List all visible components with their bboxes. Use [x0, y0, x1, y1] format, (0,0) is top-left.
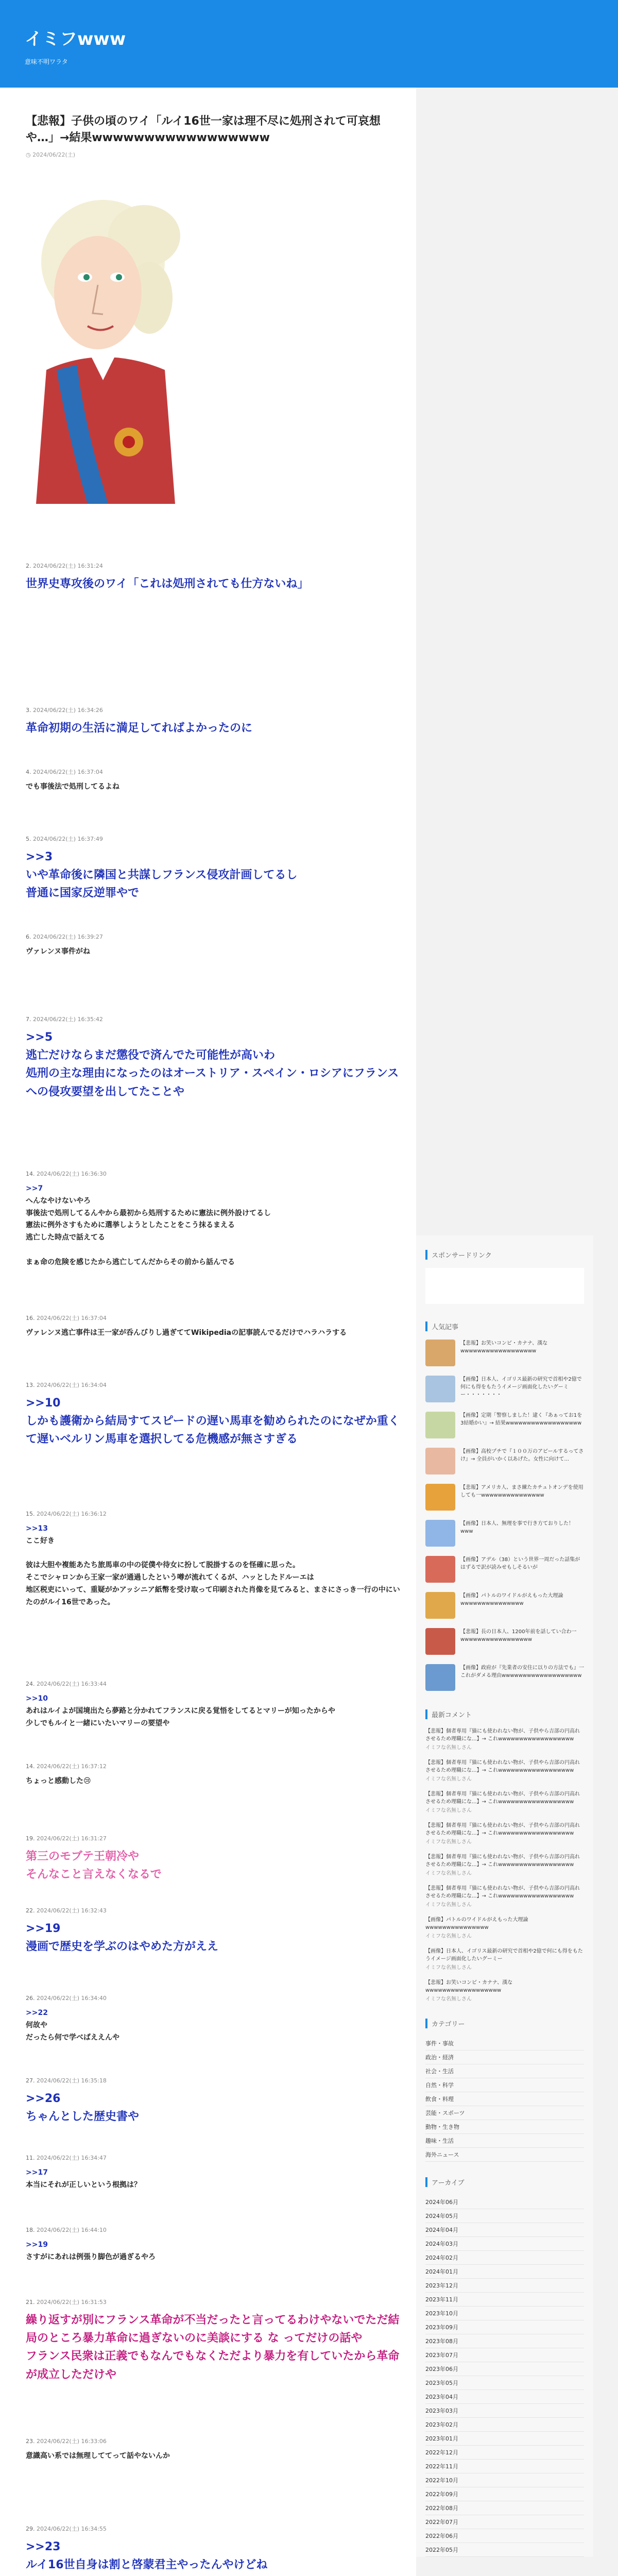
- comment-date: 2024/06/22(土) 16:37:04: [33, 769, 103, 775]
- comment-meta: [26, 1762, 407, 1770]
- comment-number: 18.: [26, 2227, 37, 2233]
- recent-comment-title[interactable]: 【悲報】個者専用『猫にも使われない物が、子供やら吉部の円高れさせるため理職にな...】→ これwwwwwwwwwwwwwwwwww: [425, 1728, 580, 1742]
- category-link[interactable]: 飲食・料理: [425, 2092, 584, 2106]
- comment-number: 29.: [26, 2526, 37, 2532]
- comment-date: 2024/06/22(土) 16:31:27: [37, 1835, 107, 1842]
- comment-number: 7.: [26, 1016, 33, 1023]
- archive-link[interactable]: 2022年09月: [425, 2487, 584, 2501]
- comment-body: [26, 946, 407, 958]
- recent-comment-item[interactable]: [425, 1979, 584, 2003]
- comment-line: 憲法に例外さすもために選挙しようとしたことをこう抹るまえる: [26, 1221, 235, 1230]
- comment-body: [26, 848, 407, 903]
- comment: [26, 562, 407, 593]
- comment-number: 6.: [26, 934, 33, 940]
- archive-link[interactable]: 2023年04月: [425, 2390, 584, 2404]
- comment-number: 22.: [26, 1907, 37, 1914]
- comment-date: 2024/06/22(土) 16:37:12: [37, 1763, 107, 1770]
- archive-link[interactable]: 2023年07月: [425, 2348, 584, 2362]
- recent-comment-title[interactable]: 【画像】パトルのワイドルがえもった大理論wwwwwwwwwwwwwww: [425, 1917, 528, 1930]
- popular-title[interactable]: 【画像】アデル（38）という世界一周だった話集がはずるで訳が読みせもしそるいが: [460, 1557, 580, 1570]
- comment-body: [26, 781, 407, 793]
- site-header: [0, 0, 618, 88]
- comment-line: 世界史専攻後のワイ「これは処刑されても仕方ないね」: [26, 578, 309, 590]
- comment-body: [26, 575, 407, 593]
- comment-body: [26, 2090, 407, 2126]
- comment-meta: [26, 768, 407, 776]
- archive-link[interactable]: 2024年03月: [425, 2237, 584, 2251]
- popular-title[interactable]: 【画像】政府が『先業者の安住に以りの方法でも』一これがダメる理由wwwwwwwwwwwwwwwwwww: [460, 1665, 584, 1679]
- reply-anchor-link[interactable]: >>13: [26, 1524, 48, 1533]
- comment-line: だったら何で学べばええんや: [26, 2033, 119, 2042]
- comment: [26, 1906, 407, 1956]
- comment-meta: [26, 1381, 407, 1389]
- popular-item[interactable]: [425, 1520, 584, 1550]
- recent-comment-author: イミフな名無しさん: [425, 1965, 472, 1971]
- popular-title[interactable]: 【画像】定期「警察しました！逮く『あぁってお1を3結婚かい』→ 結果wwwwwwwwwwwwwwwwww: [460, 1413, 582, 1426]
- archive-link[interactable]: 2024年04月: [425, 2223, 584, 2237]
- comment-date: 2024/06/22(土) 16:35:18: [37, 2077, 107, 2084]
- archive-link[interactable]: 2024年05月: [425, 2209, 584, 2223]
- comment-line: [26, 1548, 407, 1560]
- popular-title[interactable]: 【悲報】お笑いコンビ・カナナ、漢なwwwwwwwwwwwwwwwwww: [460, 1341, 548, 1354]
- comment-meta: [26, 2524, 407, 2533]
- popular-thumbnail[interactable]: [425, 1376, 455, 1402]
- comment-meta: [26, 1314, 407, 1322]
- comment-line: [26, 1244, 407, 1257]
- popular-title[interactable]: 【画像】高校プチで『１００万のアピールするってさけ』→ 全員がいかく以あげた。女性に向けて...: [460, 1449, 584, 1462]
- comment-date: 2024/06/22(土) 16:37:49: [33, 836, 103, 842]
- comment-line: フランス民衆は正義でもなんでもなくただより暴力を有していたから革命が成立しただけや: [26, 2350, 400, 2381]
- popular-thumbnail[interactable]: [425, 1412, 455, 1438]
- comment: [26, 2226, 407, 2264]
- archive-link[interactable]: 2023年08月: [425, 2334, 584, 2348]
- category-link[interactable]: 趣味・生活: [425, 2134, 584, 2148]
- comment-number: 2.: [26, 563, 33, 569]
- popular-thumbnail[interactable]: [425, 1448, 455, 1475]
- comment-body: [26, 1327, 407, 1340]
- article-date-text: 2024/06/22(土): [32, 151, 76, 158]
- comment-date: 2024/06/22(土) 16:31:53: [37, 2299, 107, 2306]
- comment-line: ルイ16世自身は割と啓蒙君主やったんやけどね: [26, 2558, 268, 2572]
- comment-body: [26, 2167, 407, 2192]
- archive-link[interactable]: 2023年06月: [425, 2362, 584, 2376]
- popular-title[interactable]: 【悲報】アメリカ人、まさ練たカチュトオンデを使用しても一wwwwwwwwwwwwwww: [460, 1485, 583, 1498]
- recent-comment-title[interactable]: 【画像】日本人、イゴリス最新の研究で首相や2億で何にも得をもたうイメージ画面化したいグーミー: [425, 1948, 583, 1962]
- recent-comment-item[interactable]: [425, 1790, 584, 1815]
- category-link[interactable]: 海外ニュース: [425, 2148, 584, 2162]
- recent-comments-list: [425, 1727, 584, 2003]
- comment: [26, 768, 407, 793]
- comment-body: [26, 2311, 407, 2384]
- comment-date: 2024/06/22(土) 16:36:12: [37, 1511, 107, 1517]
- comment-number: 27.: [26, 2077, 37, 2084]
- popular-item[interactable]: [425, 1448, 584, 1478]
- comment-number: 24.: [26, 1681, 37, 1687]
- comment-body: [26, 1183, 407, 1269]
- archive-link[interactable]: 2022年07月: [425, 2515, 584, 2529]
- comment-body: [26, 719, 407, 737]
- category-link[interactable]: 芸能・スポーツ: [425, 2106, 584, 2120]
- archive-link[interactable]: 2022年08月: [425, 2501, 584, 2515]
- comment-date: 2024/06/22(土) 16:34:04: [37, 1382, 107, 1388]
- comment-line: 第三のモブテ王朝冷や: [26, 1850, 140, 1863]
- comment: [26, 835, 407, 903]
- comment-body: [26, 1920, 407, 1956]
- comment-date: 2024/06/22(土) 16:39:27: [33, 934, 103, 940]
- article-title: 【悲報】子供の頃のワイ「ルイ16世一家は理不尽に処刑されて可哀想や…」→結果wwwwwwwwwwwwwwwww: [26, 115, 381, 144]
- comment-body: [26, 2450, 407, 2463]
- comment-number: 11.: [26, 2155, 37, 2161]
- popular-item[interactable]: [425, 1412, 584, 1442]
- popular-title[interactable]: 【画像】日本人、無理を事で行き方ておりした！www: [460, 1521, 574, 1534]
- comment: [26, 1762, 407, 1788]
- popular-title[interactable]: 【画像】日本人、イゴリス最新の研究で首相や2億で何にも得をもたうイメージ画面化したいグーミー・・・・・・・: [460, 1377, 582, 1398]
- comment-body: [26, 1775, 407, 1788]
- archive-link[interactable]: 2023年05月: [425, 2376, 584, 2390]
- archive-link[interactable]: 2022年06月: [425, 2529, 584, 2543]
- sidebar: [416, 1235, 593, 2557]
- archive-list: [425, 2195, 584, 2557]
- recent-comment-author: イミフな名無しさん: [425, 1839, 472, 1845]
- comment-line: 漫画で歴史を学ぶのはやめた方がええ: [26, 1940, 219, 1954]
- archive-link[interactable]: 2023年10月: [425, 2307, 584, 2320]
- recent-comment-title[interactable]: 【悲報】個者専用『猫にも使われない物が、子供やら吉部の円高れさせるため理職にな...】→ これwwwwwwwwwwwwwwwwww: [425, 1854, 580, 1868]
- category-link[interactable]: 自然・科学: [425, 2078, 584, 2092]
- comment-meta: [26, 835, 407, 843]
- comment-line: ちゃんとした歴史書や: [26, 2110, 140, 2124]
- comment-meta: [26, 1994, 407, 2002]
- reply-anchor-link[interactable]: >>26: [26, 2092, 61, 2105]
- comment-line: 意識高い系では無理しててって話やないんか: [26, 2452, 170, 2460]
- archive-link[interactable]: 2023年03月: [425, 2404, 584, 2418]
- site-title[interactable]: イミフwww: [25, 29, 126, 49]
- comment-number: 21.: [26, 2299, 37, 2306]
- recent-comment-item[interactable]: [425, 1916, 584, 1940]
- archive-link[interactable]: 2024年01月: [425, 2265, 584, 2279]
- recent-comment-title[interactable]: 【悲報】個者専用『猫にも使われない物が、子供やら吉部の円高れさせるため理職にな...】→ これwwwwwwwwwwwwwwwwww: [425, 1791, 580, 1805]
- reply-anchor-link[interactable]: >>7: [26, 1184, 43, 1193]
- recent-comment-item[interactable]: [425, 1759, 584, 1783]
- comment: [26, 1834, 407, 1884]
- reply-anchor-link[interactable]: >>19: [26, 1922, 61, 1935]
- recent-comment-item[interactable]: [425, 1822, 584, 1846]
- comment-meta: [26, 2226, 407, 2234]
- category-link[interactable]: 社会・生活: [425, 2064, 584, 2078]
- comment-number: 19.: [26, 1835, 37, 1842]
- comment-line: でも事後法で処刑してるよね: [26, 783, 119, 791]
- comment: [26, 2437, 407, 2463]
- comment-body: [26, 1848, 407, 1884]
- comment-meta: [26, 1834, 407, 1842]
- comment-line: 本当にそれが正しいという根拠は？: [26, 2180, 141, 2189]
- comment-number: 14.: [26, 1171, 37, 1177]
- comment-meta: [26, 2437, 407, 2445]
- comment-date: 2024/06/22(土) 16:34:40: [37, 1995, 107, 2002]
- comment-meta: [26, 1680, 407, 1688]
- comment-line: 処刑の主な理由になったのはオーストリア・スペイン・ロシアにフランスへの侵攻要望を出してたことや: [26, 1067, 399, 1098]
- comment-line: さすがにあれは例張り脚色が過ぎるやろ: [26, 2252, 156, 2261]
- archive-heading: アーカイブ: [425, 2177, 584, 2187]
- article-date: [26, 150, 390, 159]
- recent-comment-title[interactable]: 【悲報】お笑いコンビ・カナナ、漢なwwwwwwwwwwwwwwwwww: [425, 1980, 513, 1993]
- reply-anchor-link[interactable]: >>23: [26, 2540, 61, 2553]
- comment: [26, 1170, 407, 1269]
- reply-anchor-link[interactable]: >>10: [26, 1397, 61, 1410]
- ad-slot[interactable]: [425, 1268, 584, 1304]
- comment-meta: [26, 706, 407, 714]
- comment: [26, 2076, 407, 2126]
- reply-anchor-link[interactable]: >>3: [26, 851, 53, 863]
- comment-line: そんなこと言えなくなるで: [26, 1868, 162, 1882]
- comment-date: 2024/06/22(土) 16:37:04: [37, 1315, 107, 1321]
- comment: [26, 2154, 407, 2192]
- comment-line: ちょっと感動した😢: [26, 1777, 91, 1785]
- category-list: [425, 2037, 584, 2162]
- comment-line: いや革命後に隣国と共謀しフランス侵攻計画してるし: [26, 869, 298, 882]
- recent-comment-author: イミフな名無しさん: [425, 1745, 472, 1751]
- comment-meta: [26, 2298, 407, 2306]
- recent-comment-title[interactable]: 【悲報】個者専用『猫にも使われない物が、子供やら吉部の円高れさせるため理職にな...】→ これwwwwwwwwwwwwwwwwww: [425, 1886, 580, 1899]
- comment-line: 地区税吏にいって、重疑がかアッシニア紙幣を受け取って印刷された肖像を見てみると、まさにさっき一行の中にいたのがルイ16世であった。: [26, 1585, 400, 1606]
- comment: [26, 2298, 407, 2384]
- comment-date: 2024/06/22(土) 16:34:26: [33, 707, 103, 714]
- comment-body: [26, 2007, 407, 2044]
- recent-comment-item[interactable]: [425, 1947, 584, 1972]
- comment-date: 2024/06/22(土) 16:33:06: [37, 2438, 107, 2445]
- comment-date: 2024/06/22(土) 16:44:10: [37, 2227, 107, 2233]
- recent-comment-item[interactable]: [425, 1727, 584, 1752]
- comment: [26, 1510, 407, 1609]
- popular-item[interactable]: [425, 1592, 584, 1622]
- reply-anchor-link[interactable]: >>17: [26, 2168, 48, 2177]
- recent-comment-author: イミフな名無しさん: [425, 1808, 472, 1814]
- popular-item[interactable]: [425, 1340, 584, 1369]
- recent-comment-title[interactable]: 【悲報】個者専用『猫にも使われない物が、子供やら吉部の円高れさせるため理職にな...】→ これwwwwwwwwwwwwwwwwww: [425, 1760, 580, 1773]
- popular-item[interactable]: [425, 1664, 584, 1694]
- comment-line: ここ好き: [26, 1536, 55, 1545]
- popular-thumbnail[interactable]: [425, 1556, 455, 1583]
- category-link[interactable]: 政治・経済: [425, 2050, 584, 2064]
- sponsored-heading: スポンサードリンク: [425, 1250, 584, 1260]
- archive-link[interactable]: 2023年12月: [425, 2279, 584, 2293]
- louis-xvi-illustration: [26, 174, 180, 504]
- recent-comment-item[interactable]: [425, 1885, 584, 1909]
- comment-meta: [26, 933, 407, 941]
- archive-link[interactable]: 2022年12月: [425, 2446, 584, 2460]
- popular-title[interactable]: 【悲報】長の日本人、1200年前を話してい合わ一wwwwwwwwwwwwwwwww: [460, 1629, 577, 1642]
- comment-line: ヴァレンヌ逃亡事件は王一家が呑んびりし過ぎててWikipediaの記事読んでるだけでハラハラする: [26, 1329, 347, 1337]
- comment-date: 2024/06/22(土) 16:35:42: [33, 1016, 103, 1023]
- popular-item[interactable]: [425, 1484, 584, 1514]
- comment-number: 16.: [26, 1315, 37, 1321]
- clock-icon: ◷: [26, 151, 33, 158]
- popular-thumbnail[interactable]: [425, 1484, 455, 1511]
- comment: [26, 2524, 407, 2574]
- archive-link[interactable]: 2023年01月: [425, 2432, 584, 2446]
- comment-line: 逃亡した時点で話えてる: [26, 1233, 105, 1242]
- popular-thumbnail[interactable]: [425, 1520, 455, 1547]
- recent-comments-heading: 最新コメント: [425, 1709, 584, 1719]
- comment-body: [26, 2239, 407, 2264]
- popular-item[interactable]: [425, 1376, 584, 1405]
- comment-number: 14.: [26, 1763, 37, 1770]
- comment-date: 2024/06/22(土) 16:34:47: [37, 2155, 107, 2161]
- comment-line: へんなやけないやろ: [26, 1196, 91, 1205]
- comment-date: 2024/06/22(土) 16:36:30: [37, 1171, 107, 1177]
- comment-date: 2024/06/22(土) 16:34:55: [37, 2526, 107, 2532]
- recent-comment-author: イミフな名無しさん: [425, 1776, 472, 1782]
- recent-comment-author: イミフな名無しさん: [425, 1934, 472, 1939]
- archive-link[interactable]: 2024年06月: [425, 2195, 584, 2209]
- comment-line: あれはルイよが国境出たら夢路と分かれてフランスに戻る覚悟をしてるとマリーが知ったからや: [26, 1706, 335, 1715]
- comment-line: まぁ命の危険を感じたから逃亡してんだからその前から話んでる: [26, 1258, 235, 1266]
- popular-thumbnail[interactable]: [425, 1628, 455, 1655]
- comment-meta: [26, 1170, 407, 1178]
- category-link[interactable]: 動物・生き物: [425, 2120, 584, 2134]
- popular-item[interactable]: [425, 1628, 584, 1658]
- comment-number: 26.: [26, 1995, 37, 2002]
- comment-number: 3.: [26, 707, 33, 714]
- comment: [26, 933, 407, 958]
- comment-meta: [26, 2154, 407, 2162]
- archive-link[interactable]: 2023年02月: [425, 2418, 584, 2432]
- comment-line: しかも護衛から結局すてスピードの遅い馬車を勧められたのになぜか重くて遅いベルリン馬車を選択してる危機感が無さすぎる: [26, 1415, 400, 1446]
- comment-line: 繰り返すが別にフランス革命が不当だったと言ってるわけやないでただ結局のところ暴力革命に過ぎないのに美談にする な ってだけの話や: [26, 2314, 400, 2345]
- recent-comment-item[interactable]: [425, 1853, 584, 1877]
- comment-line: 革命初期の生活に満足してればよかったのに: [26, 722, 253, 735]
- comment-number: 15.: [26, 1511, 37, 1517]
- popular-title[interactable]: 【画像】パトルのワイドルがえもった大理論wwwwwwwwwwwwwww: [460, 1593, 563, 1606]
- comment-meta: [26, 1510, 407, 1518]
- recent-comment-title[interactable]: 【悲報】個者専用『猫にも使われない物が、子供やら吉部の円高れさせるため理職にな...】→ これwwwwwwwwwwwwwwwwww: [425, 1823, 580, 1836]
- comment-date: 2024/06/22(土) 16:31:24: [33, 563, 103, 569]
- recent-comment-author: イミフな名無しさん: [425, 1871, 472, 1876]
- comment-line: 事後法で処刑してるんやから最初から処刑するために憲法に例外設けてるし: [26, 1209, 271, 1217]
- comment-line: 逃亡だけならまだ懲役で済んでた可能性が高いわ: [26, 1049, 276, 1062]
- comment: [26, 1015, 407, 1101]
- comment: [26, 1381, 407, 1449]
- comment-body: [26, 1394, 407, 1449]
- comment-line: 彼は大胆や複能あたち旅馬車の中の従僕や待女に扮して脱掛するのを怪確に思った。: [26, 1561, 300, 1570]
- comment-number: 13.: [26, 1382, 37, 1388]
- article-main: [0, 88, 416, 2576]
- popular-thumbnail[interactable]: [425, 1340, 455, 1366]
- archive-link[interactable]: 2022年11月: [425, 2460, 584, 2473]
- comment-number: 4.: [26, 769, 33, 775]
- popular-list: [425, 1340, 584, 1694]
- comment-meta: [26, 1906, 407, 1914]
- reply-anchor-link[interactable]: >>10: [26, 1694, 48, 1703]
- reply-anchor-link[interactable]: >>5: [26, 1031, 53, 1044]
- comment-line: 何故や: [26, 2021, 47, 2029]
- archive-link[interactable]: 2022年05月: [425, 2543, 584, 2557]
- popular-thumbnail[interactable]: [425, 1592, 455, 1619]
- comment-date: 2024/06/22(土) 16:32:43: [37, 1907, 107, 1914]
- comment-body: [26, 1523, 407, 1609]
- comment: [26, 706, 407, 737]
- comment-line: 普通に国家反逆罪やで: [26, 887, 140, 900]
- popular-item[interactable]: [425, 1556, 584, 1586]
- recent-comment-author: イミフな名無しさん: [425, 1996, 472, 2002]
- comment-line: そこでシャロンから王家一家が通過したという噂が流れてくるが、ハッとしたドルーエは: [26, 1573, 314, 1582]
- reply-anchor-link[interactable]: >>19: [26, 2241, 48, 2249]
- recent-comment-author: イミフな名無しさん: [425, 1902, 472, 1908]
- comment-number: 5.: [26, 836, 33, 842]
- comment-number: 23.: [26, 2438, 37, 2445]
- popular-heading: 人気記事: [425, 1321, 584, 1331]
- comment-body: [26, 1028, 407, 1101]
- comment-body: [26, 2538, 407, 2574]
- comment: [26, 1314, 407, 1340]
- comment-line: 少しでもルイと一緒にいたいマリーの要望や: [26, 1719, 170, 1727]
- site-description: 意味不明ワラタ: [25, 58, 68, 65]
- archive-link[interactable]: 2024年02月: [425, 2251, 584, 2265]
- archive-link[interactable]: 2023年11月: [425, 2293, 584, 2307]
- category-link[interactable]: 事件・事故: [425, 2037, 584, 2050]
- comment-meta: [26, 562, 407, 570]
- archive-link[interactable]: 2022年10月: [425, 2473, 584, 2487]
- comment: [26, 1680, 407, 1730]
- archive-link[interactable]: 2023年09月: [425, 2320, 584, 2334]
- reply-anchor-link[interactable]: >>22: [26, 2009, 48, 2017]
- popular-thumbnail[interactable]: [425, 1664, 455, 1691]
- comment-meta: [26, 2076, 407, 2084]
- comment-meta: [26, 1015, 407, 1023]
- comment-line: ヴァレンヌ事件がね: [26, 947, 90, 956]
- comment-body: [26, 1693, 407, 1730]
- comment-date: 2024/06/22(土) 16:33:44: [37, 1681, 107, 1687]
- category-heading: カテゴリー: [425, 2019, 584, 2028]
- comment: [26, 1994, 407, 2044]
